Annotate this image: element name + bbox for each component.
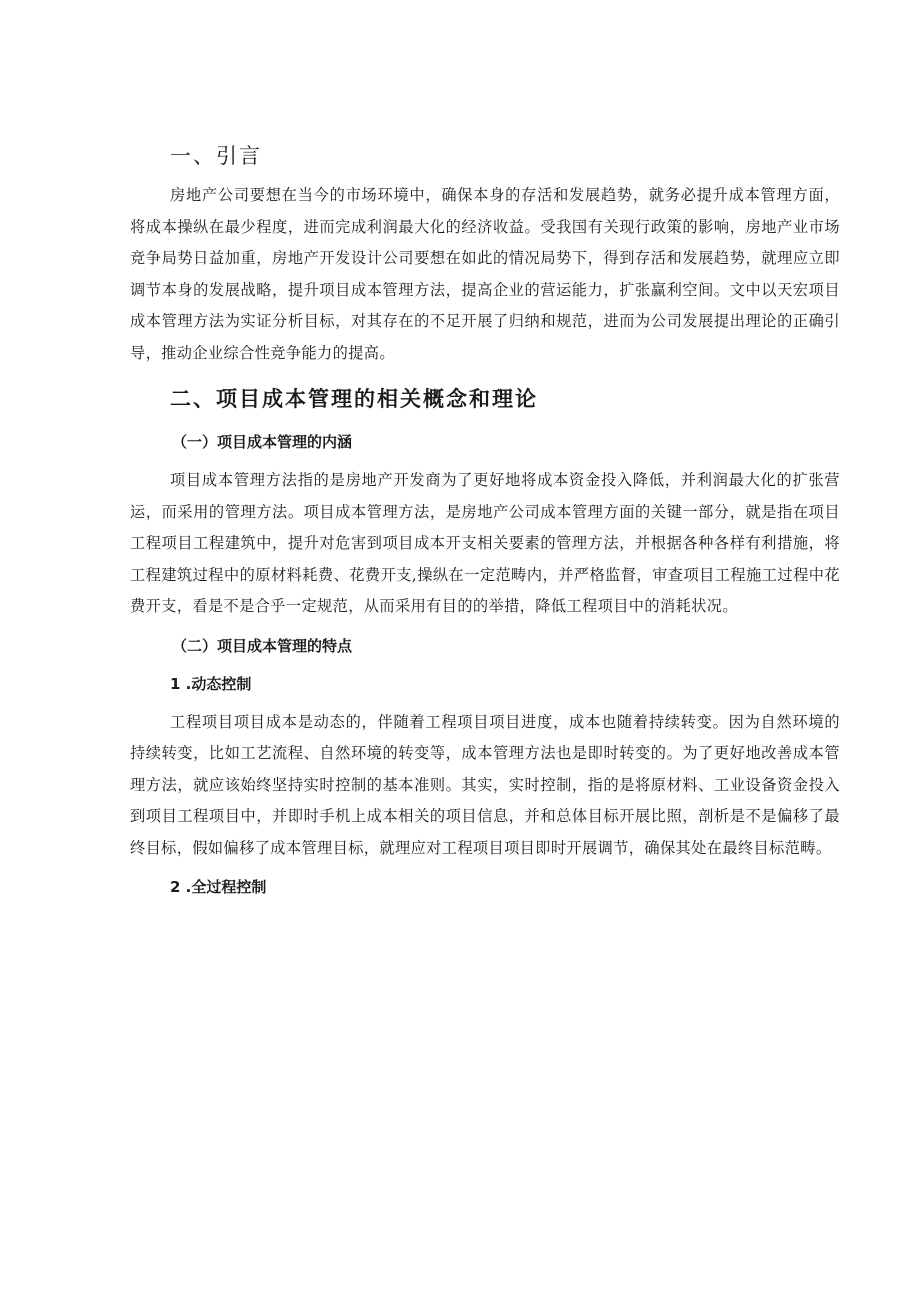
paragraph-introduction: 房地产公司要想在当今的市场环境中，确保本身的存活和发展趋势，就务必提升成本管理方面，将成本操纵在最少程度，进而完成利润最大化的经济收益。受我国有关现行政策的影响，房地产业市场竞争局势日益加重，房地产开发设计公司要想在如此的情况局势下，得到存活和发展趋势，就理应立即调节本身的发展战略，提升项目成本管理方法，提高企业的营运能力，扩张赢利空间。文中以天宏项目成本管理方法为实证分析目标，对其存在的不足开展了归纳和规范，进而为公司发展提出理论的正确引导，推动企业综合性竞争能力的提高。 — [130, 186, 840, 362]
paragraph-dynamic-control: 工程项目项目成本是动态的，伴随着工程项目项目进度，成本也随着持续转变。因为自然环境的持续转变，比如工艺流程、自然环境的转变等，成本管理方法也是即时转变的。为了更好地改善成本管理方法，就应该始终坚持实时控制的基本准则。其实，实时控制，指的是将原材料、工业设备资金投入到项目工程项目中，并即时手机上成本相关的项目信息，并和总体目标开展比照，剖析是不是偏移了最终目标，假如偏移了成本管理目标，就理应对工程项目项目即时开展调节，确保其处在最终目标范畴。 — [130, 712, 840, 857]
item-heading-dynamic-control: 1 .动态控制 — [170, 674, 252, 693]
spacer — [130, 661, 840, 669]
document-body — [130, 140, 840, 902]
spacer — [130, 623, 840, 631]
subsection-heading-characteristics: （二）项目成本管理的特点 — [172, 636, 353, 655]
spacer — [130, 415, 840, 427]
spacer — [130, 457, 840, 465]
subsection-heading-connotation: （一）项目成本管理的内涵 — [172, 433, 353, 451]
spacer — [130, 172, 840, 180]
section-heading-concepts: 二、项目成本管理的相关概念和理论 — [170, 387, 538, 411]
section-heading-introduction: 一、引言 — [170, 144, 262, 168]
spacer — [130, 864, 840, 872]
spacer — [130, 699, 840, 707]
paragraph-connotation: 项目成本管理方法指的是房地产开发商为了更好地将成本资金投入降低，并利润最大化的扩张营运，而采用的管理方法。项目成本管理方法，是房地产公司成本管理方面的关键一部分，就是指在项目工程项目工程建筑中，提升对危害到项目成本开支相关要素的管理方法，并根据各种各样有利措施，将工程建筑过程中的原材料耗费、花费开支,操纵在一定范畴内，并严格监督，审查项目工程施工过程中花费开支，看是不是合乎一定规范，从而采用有目的的举措，降低工程项目中的消耗状况。 — [130, 471, 840, 615]
item-heading-full-process-control: 2 .全过程控制 — [170, 878, 267, 896]
